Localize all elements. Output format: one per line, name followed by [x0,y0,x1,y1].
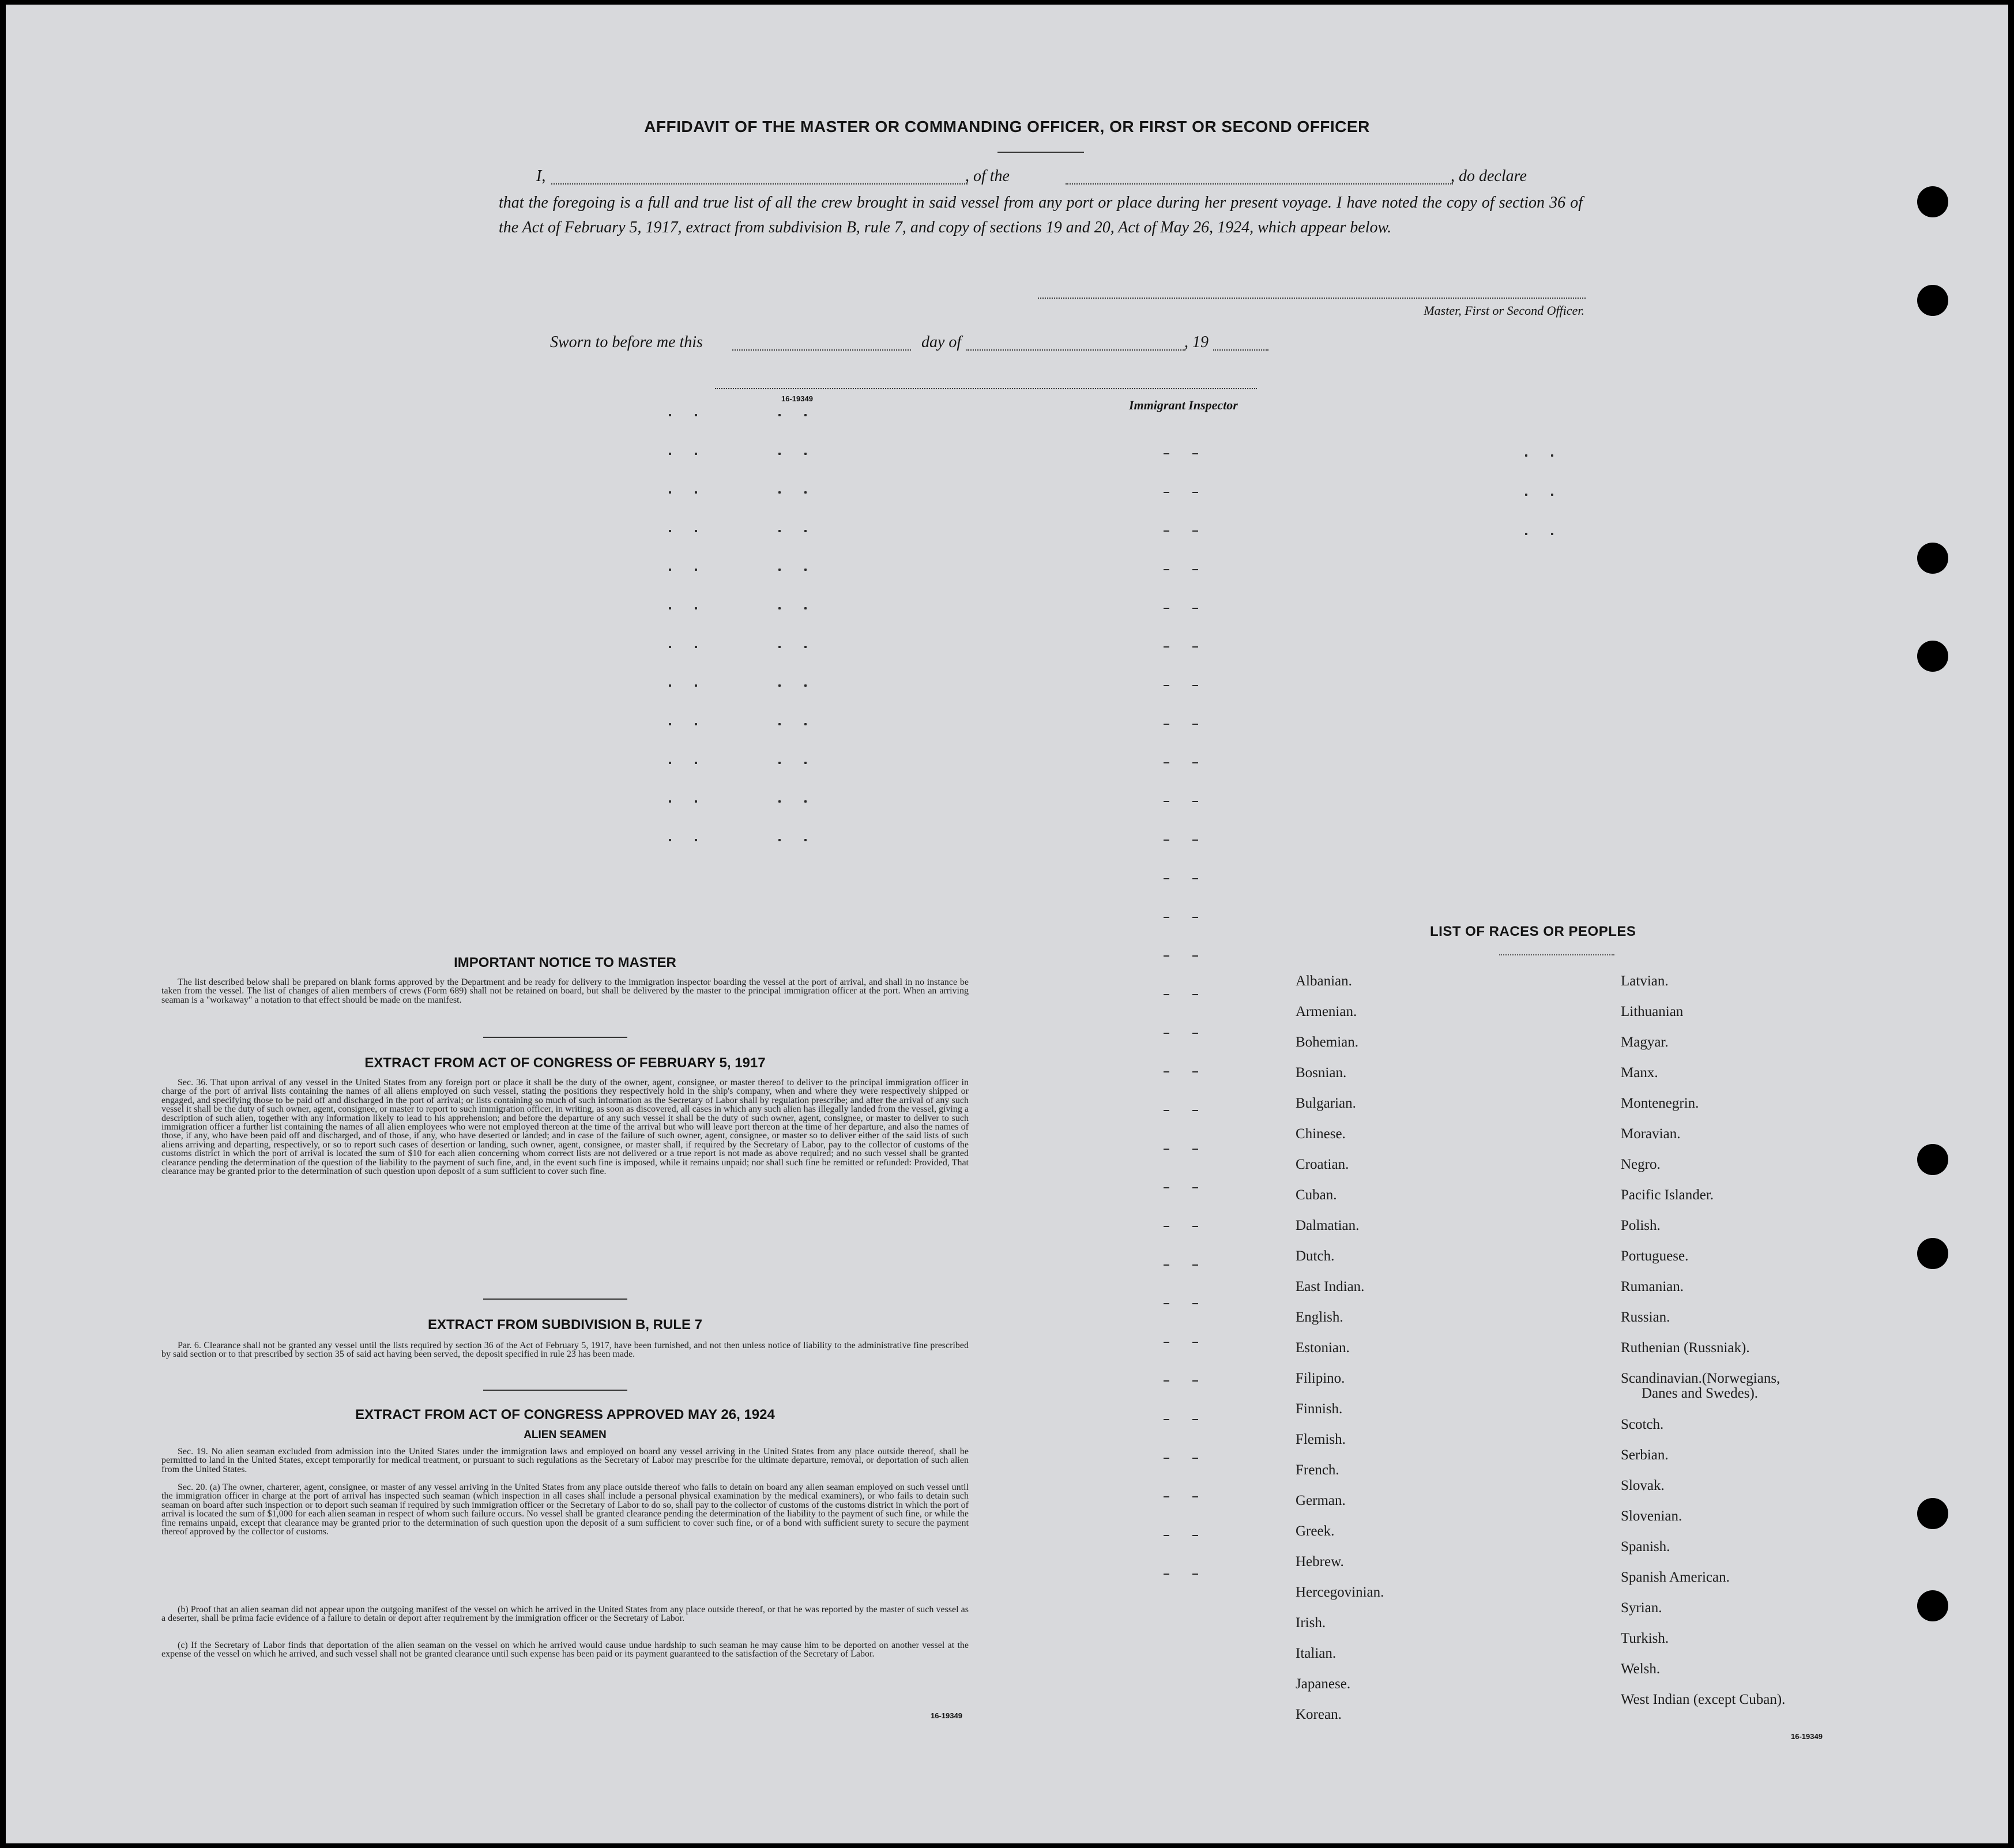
race-item: Armenian. [1296,1004,1357,1019]
dash-mark [1164,1535,1169,1536]
punch-hole [1917,641,1948,672]
notice-text: The list described below shall be prepared on blank forms approved by the Department and be ready for delivery to the immigration inspector boarding the vessel at the port of arrival, and shall in no instance be taken from the vessel. The list of changes of alien members of crews (Form 689) shall not be retained on board, but shall be delivered by the master to the principal immigration officer at the port. When an arriving seaman is a "workaway" a notation to that effect should be made on the manifest. [161,977,969,1005]
dash-mark [1192,1419,1198,1420]
speck [778,530,781,532]
speck [778,414,781,416]
dash-mark [1192,1110,1198,1111]
race-item: Slovak. [1621,1478,1665,1493]
dash-mark [1164,917,1169,918]
dash-mark [1192,1342,1198,1343]
affidavit-title: AFFIDAVIT OF THE MASTER OR COMMANDING OFFICER, OR FIRST OR SECOND OFFICER [644,118,1370,136]
dash-mark [1192,1187,1198,1188]
dash-mark [1164,1496,1169,1497]
dash-mark [1192,878,1198,879]
race-item: Irish. [1296,1615,1326,1631]
punch-hole [1917,543,1948,574]
dash-mark [1164,724,1169,725]
speck [1525,494,1527,496]
dash-mark [1192,994,1198,995]
speck [695,414,697,416]
dash-mark [1164,840,1169,841]
dash-mark [1164,569,1169,570]
dash-mark [1192,1458,1198,1459]
dash-mark [1164,1458,1169,1459]
speck [778,646,781,648]
speck [804,646,807,648]
speck [804,569,807,571]
speck [778,723,781,725]
race-item: East Indian. [1296,1279,1365,1294]
inspector-caption: Immigrant Inspector [1129,398,1238,412]
race-item: Dalmatian. [1296,1218,1360,1233]
speck [695,453,697,455]
race-item: Slovenian. [1621,1508,1682,1524]
dash-mark [1192,724,1198,725]
speck [669,491,671,494]
race-item: Bulgarian. [1296,1096,1356,1111]
sworn-day-blank[interactable] [732,349,911,351]
act-1924-title: EXTRACT FROM ACT OF CONGRESS APPROVED MAY 26, 1924 [355,1407,775,1422]
dash-mark [1164,608,1169,609]
speck [669,684,671,687]
dash-mark [1164,685,1169,686]
dash-mark [1192,569,1198,570]
do-declare-word: , do declare [1451,167,1527,185]
dash-mark [1164,762,1169,763]
speck [669,414,671,416]
speck [669,569,671,571]
race-item: Scandinavian.(Norwegians, [1621,1371,1780,1386]
sworn-prefix: Sworn to before me this [550,333,703,351]
dash-mark [1192,1303,1198,1304]
dash-mark [1164,1033,1169,1034]
speck [1551,454,1553,457]
dash-mark [1192,955,1198,957]
act-1917-title: EXTRACT FROM ACT OF CONGRESS OF FEBRUARY 5, 1917 [364,1055,766,1071]
speck [804,762,807,764]
of-the-word: , of the [965,167,1010,185]
speck [695,684,697,687]
speck [778,491,781,494]
speck [778,839,781,841]
sworn-line [550,333,1271,354]
speck [804,723,807,725]
act-1917-rule [483,1299,627,1300]
race-item: Turkish. [1621,1631,1669,1646]
speck [1525,533,1527,535]
speck [669,530,671,532]
dash-mark [1192,1380,1198,1382]
race-item: Dutch. [1296,1248,1335,1264]
dash-mark [1164,530,1169,532]
punch-hole [1917,1144,1948,1175]
dash-mark [1164,994,1169,995]
speck [695,800,697,803]
race-item: Chinese. [1296,1126,1346,1142]
speck [1551,494,1553,496]
dash-mark [1164,646,1169,648]
dash-mark [1164,1264,1169,1266]
speck [804,414,807,416]
speck [695,839,697,841]
speck [778,453,781,455]
dash-mark [1192,646,1198,648]
race-item: Greek. [1296,1523,1335,1539]
speck [695,569,697,571]
dash-mark [1192,917,1198,918]
affidavit-body: that the foregoing is a full and true list of all the crew brought in said vessel from any port or place during her present voyage. I have noted the copy of section 36 of the Act of February 5, 1917, extract from subdivision B, rule 7, and copy of sections 19 and 20, Act of May 26, 1924, which appear below. [499,194,1583,236]
speck [695,530,697,532]
dash-mark [1164,1110,1169,1111]
race-item: Negro. [1621,1157,1661,1172]
dash-mark [1164,453,1169,454]
alien-seamen-subtitle: ALIEN SEAMEN [524,1429,607,1441]
dash-mark [1192,530,1198,532]
race-item: Finnish. [1296,1401,1343,1417]
races-title: LIST OF RACES OR PEOPLES [1430,924,1636,939]
form-number-left: 16-19349 [931,1711,962,1720]
speck [778,762,781,764]
race-item: Manx. [1621,1065,1658,1081]
speck [669,723,671,725]
declarant-line [536,167,1568,190]
speck [778,684,781,687]
signature-line[interactable] [1038,298,1586,299]
speck [669,800,671,803]
race-item: Japanese. [1296,1676,1351,1692]
dash-mark [1192,1033,1198,1034]
dash-mark [1164,878,1169,879]
form-sheet [6,5,2008,1843]
speck [804,607,807,609]
race-item: Spanish. [1621,1539,1670,1555]
sworn-month-blank[interactable] [966,349,1185,351]
speck [804,453,807,455]
race-item: Croatian. [1296,1157,1349,1172]
dash-mark [1192,1264,1198,1266]
race-item: Ruthenian (Russniak). [1621,1340,1750,1356]
dash-mark [1164,492,1169,493]
speck [804,684,807,687]
dash-mark [1192,1071,1198,1072]
punch-hole [1917,1238,1948,1269]
dash-mark [1164,1574,1169,1575]
race-item: Filipino. [1296,1371,1345,1386]
dash-mark [1164,1342,1169,1343]
dash-mark [1192,801,1198,802]
punch-hole [1917,1498,1948,1529]
punch-hole [1917,285,1948,316]
race-item: Moravian. [1621,1126,1681,1142]
rule-7-text: Par. 6. Clearance shall not be granted any vessel until the lists required by section 36 of the Act of February 5, 1917, have been furnished, and not then unless notice of liability to the administrative fine prescribed by said section or to that prescribed by section 35 of said act having been served, the deposit specified in rule 23 has been made. [161,1341,969,1360]
race-item: Lithuanian [1621,1004,1684,1019]
race-item: Latvian. [1621,973,1669,989]
dash-mark [1164,1419,1169,1420]
race-item: Scotch. [1621,1417,1664,1432]
speck [778,607,781,609]
title-rule [997,152,1084,153]
dash-mark [1192,1535,1198,1536]
dash-mark [1164,1071,1169,1072]
signature-caption: Master, First or Second Officer. [1424,303,1584,318]
dash-mark [1164,1303,1169,1304]
speck [695,491,697,494]
speck [804,800,807,803]
day-of-word: day of [921,333,962,351]
speck [669,762,671,764]
inspector-signature-line[interactable] [715,388,1257,389]
dash-mark [1192,762,1198,763]
speck [695,723,697,725]
year-prefix: , 19 [1184,333,1209,351]
speck [804,530,807,532]
dash-mark [1192,1574,1198,1575]
race-item: Italian. [1296,1646,1337,1661]
race-item-continuation: Danes and Swedes). [1642,1386,1759,1401]
notice-rule [483,1037,627,1038]
form-number-right: 16-19349 [1791,1732,1823,1741]
dash-mark [1164,1380,1169,1382]
notice-title: IMPORTANT NOTICE TO MASTER [454,955,676,970]
race-item: Bohemian. [1296,1034,1359,1050]
dash-mark [1192,453,1198,454]
race-item: Cuban. [1296,1187,1337,1203]
speck [669,607,671,609]
race-item: Montenegrin. [1621,1096,1699,1111]
speck [669,453,671,455]
race-item: Pacific Islander. [1621,1187,1714,1203]
speck [669,646,671,648]
speck [695,607,697,609]
race-item: West Indian (except Cuban). [1621,1692,1786,1707]
race-item: Welsh. [1621,1661,1661,1677]
speck [695,646,697,648]
race-item: Estonian. [1296,1340,1350,1356]
dash-mark [1164,801,1169,802]
sec-20c-text: (c) If the Secretary of Labor finds that deportation of the alien seaman on the vessel on which he arrived would cause undue hardship to such seaman he may cause him to be deported on another vessel at the expense of the vessel on which he arrived, and such vessel shall not be granted clearance until such expense has been paid or its payment guaranteed to the satisfaction of the Secretary of Labor. [161,1640,969,1659]
race-item: Bosnian. [1296,1065,1347,1081]
race-item: Syrian. [1621,1600,1662,1616]
race-item: Rumanian. [1621,1279,1684,1294]
rule-7-rule [483,1390,627,1391]
dash-mark [1192,840,1198,841]
speck [778,569,781,571]
race-item: Hebrew. [1296,1554,1344,1570]
dash-mark [1164,955,1169,957]
races-rule [1499,954,1614,955]
speck [1551,533,1553,535]
race-item: Flemish. [1296,1432,1346,1447]
race-item: French. [1296,1462,1339,1478]
speck [804,491,807,494]
dash-mark [1192,1226,1198,1227]
race-item: Korean. [1296,1707,1342,1722]
speck [695,762,697,764]
speck [778,800,781,803]
race-item: Spanish American. [1621,1570,1730,1585]
act-1917-text: Sec. 36. That upon arrival of any vessel in the United States from any foreign port or place it shall be the duty of the owner, agent, consignee, or master thereof to deliver to the principal immigration officer in charge of the port of arrival lists containing the names of all aliens employed on such vessel, stating the positions they respectively hold in the ship's company, when and where they were respectively shipped or engaged, and specifying those to be paid off and discharged in the port of arrival; or lists containing so much of such information as the Secretary of Labor shall by regulation prescribe; and after the arrival of any such vessel it shall be the duty of such owner, agent, consignee, or master to report to such immigration officer, in writing, as soon as discovered, all cases in which any such alien has illegally landed from the vessel, giving a description of such alien, together with any information likely to lead to his apprehension; and before the departure of any such vessel it shall be the duty of such owner, agent, consignee, or master to deliver to such immigration officer a further list containing the names of all alien employees who were not employed thereon at the time of the arrival but who will leave port thereon at the time of her departure, and also the names of those, if any, who have been paid off and discharged, and of those, if any, who have deserted or landed; and in case of the failure of such owner, agent, consignee, or master so to deliver either of the said lists of such aliens arriving and departing, respectively, or so to report such cases of desertion or landing, such owner, agent, consignee, or master shall, if required by the Secretary of Labor, pay to the collector of customs of the customs district in which the port of arrival is located the sum of $10 for each alien concerning whom correct lists are not delivered or a true report is not made as above required; and no such vessel shall be granted clearance pending the determination of the question of the liability to the payment of such fine, and, in the event such fine is imposed, while it remains unpaid; nor shall such fine be remitted or refunded: Provided, That clearance may be granted prior to the determination of such question upon deposit of a sum sufficient to cover such fine. [161,1078,969,1177]
race-item: Portuguese. [1621,1248,1689,1264]
race-item: Polish. [1621,1218,1661,1233]
race-item: Russian. [1621,1309,1670,1325]
sec-20b-text: (b) Proof that an alien seaman did not appear upon the outgoing manifest of the vessel on which he arrived in the United States from any place outside thereof, or that he was reported by the master of such vessel as a deserter, shall be prima facie evidence of a failure to detain or deport after requirement by the immigration officer or the Secretary of Labor. [161,1605,969,1624]
form-number-top: 16-19349 [781,394,813,403]
dash-mark [1164,1149,1169,1150]
rule-7-title: EXTRACT FROM SUBDIVISION B, RULE 7 [427,1317,703,1333]
vessel-blank[interactable] [1066,183,1453,185]
speck [804,839,807,841]
race-item: Hercegovinian. [1296,1584,1384,1600]
speck [669,839,671,841]
name-blank[interactable] [551,183,968,185]
dash-mark [1192,1149,1198,1150]
sworn-year-blank[interactable] [1213,349,1268,351]
speck [1525,454,1527,457]
punch-hole [1917,186,1948,217]
sec-20a-text: Sec. 20. (a) The owner, charterer, agent, consignee, or master of any vessel arriving in the United States from any place outside thereof who fails to detain on board any alien seaman employed on such vessel until the immigration officer in charge at the port of arrival has inspected such seaman (which inspection in all cases shall include a personal physical examination by the medical examiners), or who fails to detain such seaman on board after such inspection or to deport such seaman if required by such immigration officer or the Secretary of Labor to do so, shall pay to the collector of customs of the customs district in which the port of arrival is located the sum of $1,000 for each alien seaman in respect of whom such failure occurs. No vessel shall be granted clearance pending the determination of the liability to the payment of such fine, or while the fine remains unpaid, except that clearance may be granted prior to the determination of such question upon the deposit of a sum sufficient to cover such fine, or of a bond with sufficient surety to secure the payment thereof approved by the collector of customs. [161,1482,969,1537]
dash-mark [1192,685,1198,686]
race-item: Serbian. [1621,1447,1669,1463]
dash-mark [1192,492,1198,493]
sec-19-text: Sec. 19. No alien seaman excluded from admission into the United States under the immigration laws and employed on board any vessel arriving in the United States from any place outside thereof, shall be permitted to land in the United States, except temporarily for medical treatment, or pursuant to such regulations as the Secretary of Labor may prescribe for the ultimate departure, removal, or deportation of such alien from the United States. [161,1447,969,1474]
race-item: Magyar. [1621,1034,1669,1050]
race-item: Albanian. [1296,973,1352,989]
dash-mark [1192,608,1198,609]
race-item: English. [1296,1309,1343,1325]
punch-hole [1917,1590,1948,1621]
dash-mark [1164,1226,1169,1227]
dash-mark [1164,1187,1169,1188]
dash-mark [1192,1496,1198,1497]
race-item: German. [1296,1493,1346,1508]
declarant-i: I, [536,167,546,185]
